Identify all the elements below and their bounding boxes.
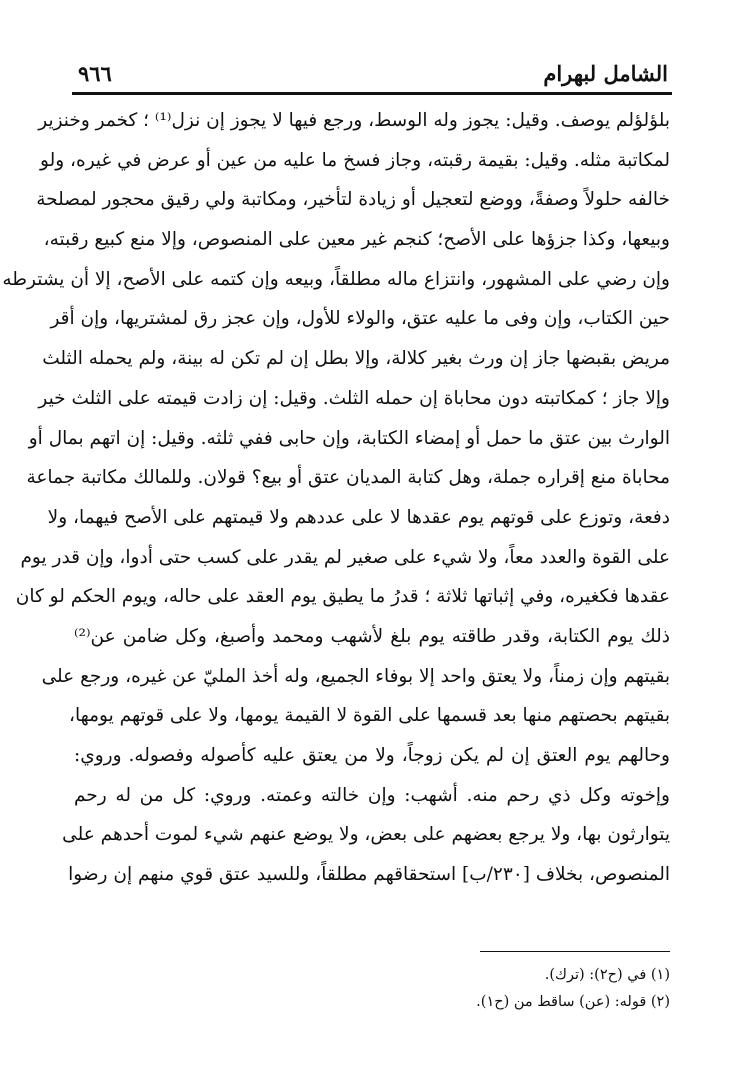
text-line: عقدها فكغيره، وفي إثباتها ثلاثة ؛ قدرُ ما يطيق يوم العقد على حاله، ويوم الحكم لو كان <box>15 586 670 608</box>
page-header <box>78 56 668 86</box>
text-line: خالفه حلولاً وصفةً، ووضع لتعجيل أو زيادة لتأخير، ومكاتبة ولي رقيق محجور لمصلحة <box>36 189 670 211</box>
running-title: الشامل لبهرام <box>543 61 668 86</box>
text-line: وإخوته وكل ذي رحم منه. أشهب: وإن خالته وعمته. وروي: كل من له رحم <box>74 784 670 806</box>
text-line: مريض بقبضها جاز إن ورث بغير كلالة، وإلا بطل إن لم تكن له بينة، ولم يحمله الثلث <box>42 348 670 370</box>
footnotes <box>74 962 670 1016</box>
text-line: وإلا جاز ؛ كمكاتبته دون محاباة إن حمله الثلث. وقيل: إن زادت قيمته على الثلث خير <box>38 387 670 409</box>
text-line: وحالهم يوم العتق إن لم يكن زوجاً، ولا من يعتق عليه كأصوله وفصوله. وروي: <box>74 745 670 766</box>
text-line: وإن رضي على المشهور، وانتزاع ماله مطلقاً، وبيعه وإن كتمه على الأصح، إلا أن يشترطه <box>2 268 670 290</box>
text-line: على القوة والعدد معاً، ولا شيء على صغير لم يقدر على كسب حتى أدوا، وإن قدر يوم <box>20 546 670 568</box>
text-line: بقيتهم وإن زمناً، ولا يعتق واحد إلا بوفاء الجميع، وله أخذ المليّ عن غيره، ورجع على <box>41 665 670 687</box>
text-line: بقيتهم بحصتهم منها بعد قسمها على القوة لا القيمة يومها، ولا على قوتهم يومها، <box>69 705 670 727</box>
body-text <box>2 101 670 895</box>
page-number: ٩٦٦ <box>78 61 112 86</box>
footnote: (٢) قوله: (عن) ساقط من (ح١). <box>476 994 670 1010</box>
text-line: بلؤلؤلم يوصف. وقيل: يجوز وله الوسط، ورجع فيها لا يجوز إن نزل⁽¹⁾ ؛ كخمر وخنزير <box>38 110 670 131</box>
text-line: الوارث بين عتق ما حمل أو إمضاء الكتابة، وإن حابى ففي ثلثه. وقيل: إن اتهم بمال أو <box>28 427 670 449</box>
text-line: دفعة، وتوزع على قوتهم يوم عقدها لا على عددهم ولا قيمتهم على الأصح فيهما، ولا <box>47 506 670 528</box>
header-rule <box>72 92 672 95</box>
text-line: لمكاتبة مثله. وقيل: بقيمة رقبته، وجاز فسخ ما عليه من عين أو عرض في غيره، ولو <box>40 149 670 171</box>
text-line: يتوارثون بها، ولا يرجع بعضهم على بعض، ولا يوضع عنهم شيء لموت أحدهم على <box>62 824 670 846</box>
text-line: المنصوص، بخلاف [٢٣٠/ب] استحقاقهم مطلقاً، وللسيد عتق قوي منهم إن رضوا <box>68 864 670 886</box>
footnote-separator <box>480 951 670 952</box>
text-line: ذلك يوم الكتابة، وقدر طاقته يوم بلغ لأشهب ومحمد وأصبغ، وكل ضامن عن⁽²⁾ <box>74 625 670 647</box>
text-line: محاباة منع إقراره جملة، وهل كتابة المديان عتق أو بيع؟ قولان. وللمالك مكاتبة جماعة <box>26 467 670 489</box>
text-line: حين الكتاب، وإن وفى ما عليه عتق، والولاء للأول، وإن عجز رق لمشتريها، وإن أقر <box>50 308 670 330</box>
text-line: وبيعها، وكذا جزؤها على الأصح؛ كنجم غير معين على المنصوص، وإلا منع كبيع رقبته، <box>43 229 670 251</box>
footnote: (١) في (ح٢): (ترك). <box>544 967 670 983</box>
